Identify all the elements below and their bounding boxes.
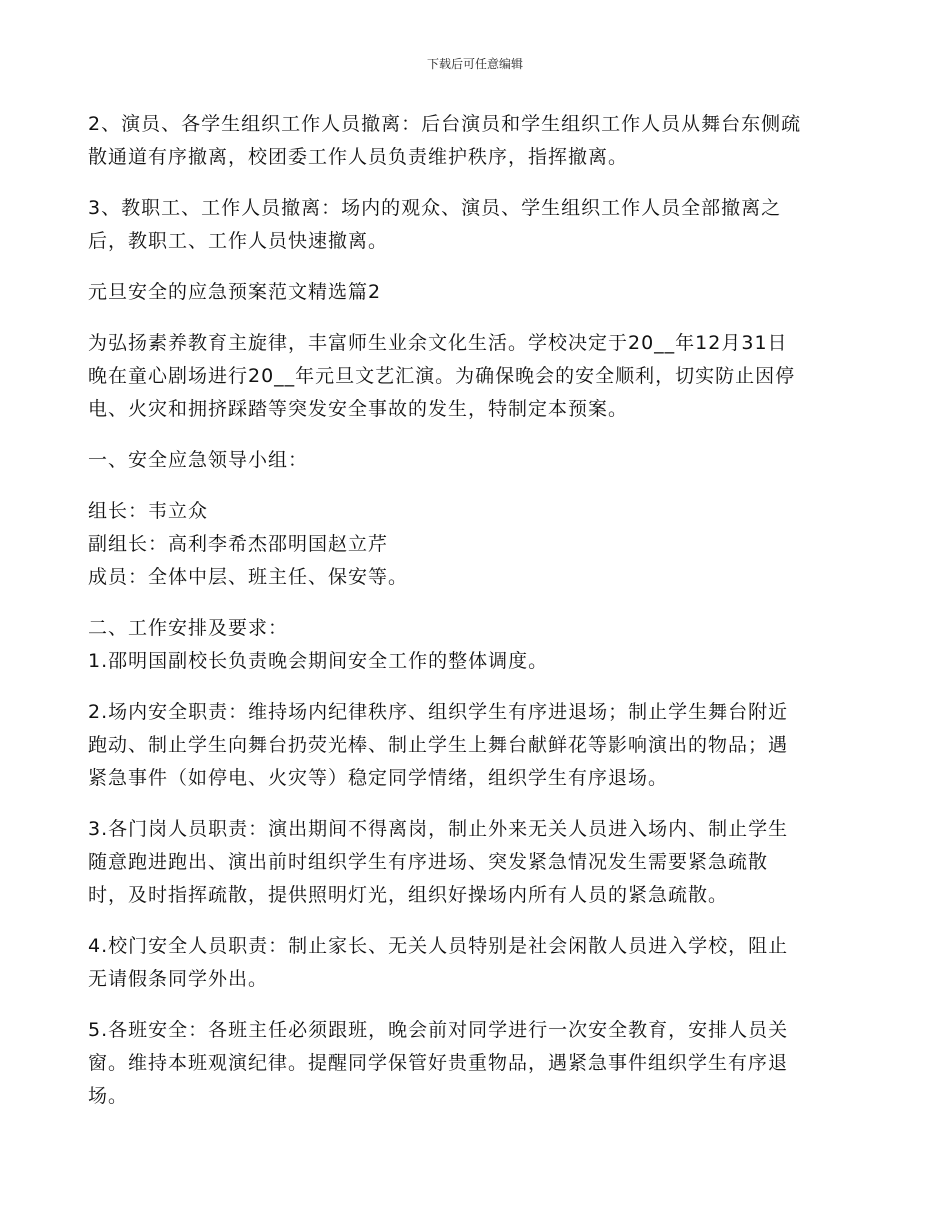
text-line: 跑动、制止学生向舞台扔荧光棒、制止学生上舞台献鲜花等影响演出的物品；遇 <box>88 734 789 756</box>
text-line: 无请假条同学外出。 <box>88 968 269 990</box>
paragraph-performers-evacuation <box>88 108 868 174</box>
leadership-list <box>88 495 868 594</box>
deputy-line <box>88 528 868 561</box>
page-header: 下载后可任意编辑 <box>426 57 523 71</box>
item-4 <box>88 930 868 996</box>
text-line: 组长：韦立众 <box>88 500 209 522</box>
text-line: 紧急事件（如停电、火灾等）稳定同学情绪，组织学生有序退场。 <box>88 767 669 789</box>
item-5 <box>88 1014 868 1113</box>
leader-line <box>88 495 868 528</box>
text-line: 1.邵明国副校长负责晚会期间安全工作的整体调度。 <box>88 650 549 672</box>
members-line <box>88 561 868 594</box>
text-line: 成员：全体中层、班主任、保安等。 <box>88 566 409 588</box>
text-line: 电、火灾和拥挤踩踏等突发安全事故的发生，特制定本预案。 <box>88 398 629 420</box>
heading-text: 元旦安全的应急预案范文精选篇2 <box>88 281 382 303</box>
text-line: 窗。维持本班观演纪律。提醒同学保管好贵重物品，遇紧急事件组织学生有序退 <box>88 1052 789 1074</box>
work-arrangement-block <box>88 612 868 678</box>
text-line: 3.各门岗人员职责：演出期间不得离岗，制止外来无关人员进入场内、制止学生 <box>88 818 789 840</box>
text-line: 为弘扬素养教育主旋律，丰富师生业余文化生活。学校决定于20__年12月31日 <box>88 332 788 354</box>
paragraph-staff-evacuation <box>88 192 868 258</box>
text-line: 散通道有序撤离，校团委工作人员负责维护秩序，指挥撤离。 <box>88 146 629 168</box>
text-line: 4.校门安全人员职责：制止家长、无关人员特别是社会闲散人员进入学校，阻止 <box>88 935 789 957</box>
section-leadership-group <box>88 444 868 477</box>
section-title: 二、工作安排及要求： <box>88 617 289 639</box>
section-work-arrangement <box>88 612 868 645</box>
text-line: 时，及时指挥疏散，提供照明灯光，组织好操场内所有人员的紧急疏散。 <box>88 884 729 906</box>
item-2 <box>88 696 868 795</box>
item-1 <box>88 645 868 678</box>
text-line: 2.场内安全职责：维持场内纪律秩序、组织学生有序进退场；制止学生舞台附近 <box>88 701 789 723</box>
text-line: 2、演员、各学生组织工作人员撤离：后台演员和学生组织工作人员从舞台东侧疏 <box>88 113 802 135</box>
article-heading <box>88 276 868 309</box>
section-title: 一、安全应急领导小组： <box>88 449 309 471</box>
document-body <box>88 108 868 1131</box>
item-3 <box>88 813 868 912</box>
text-line: 3、教职工、工作人员撤离：场内的观众、演员、学生组织工作人员全部撤离之 <box>88 197 782 219</box>
text-line: 5.各班安全：各班主任必须跟班，晚会前对同学进行一次安全教育，安排人员关 <box>88 1019 789 1041</box>
text-line: 场。 <box>88 1085 129 1107</box>
paragraph-intro <box>88 327 868 426</box>
text-line: 副组长：高利李希杰邵明国赵立芹 <box>88 533 389 555</box>
text-line: 随意跑进跑出、演出前时组织学生有序进场、突发紧急情况发生需要紧急疏散 <box>88 851 769 873</box>
text-line: 后，教职工、工作人员快速撤离。 <box>88 230 389 252</box>
text-line: 晚在童心剧场进行20__年元旦文艺汇演。为确保晚会的安全顺利，切实防止因停 <box>88 365 796 387</box>
